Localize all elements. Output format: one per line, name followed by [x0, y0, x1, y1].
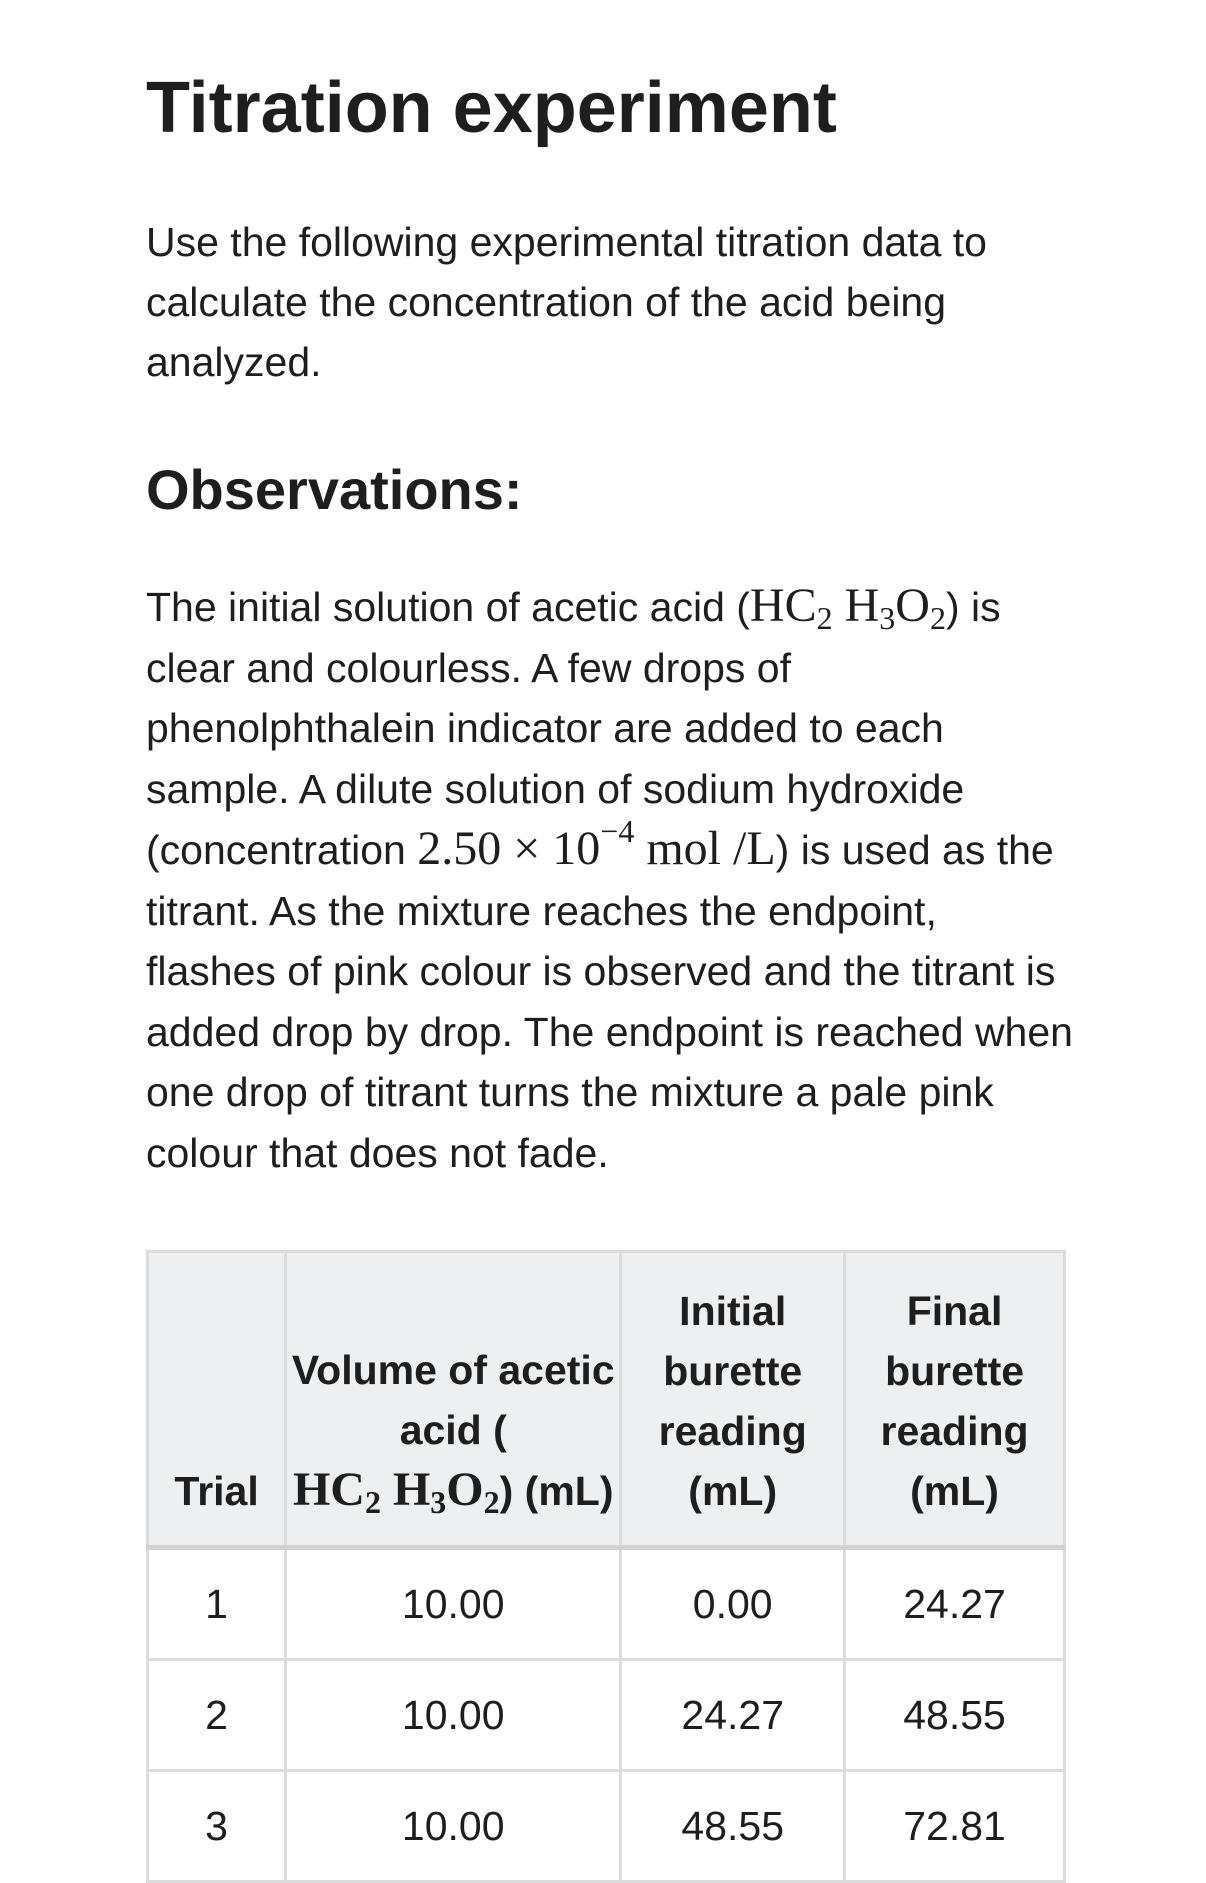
observations-paragraph [146, 576, 1076, 1183]
naoh-concentration: $2.50 \times 10^{-4}$ mol /L [417, 813, 776, 875]
table-row [148, 1660, 1065, 1771]
header-initial-reading: Initial burette reading (mL) [621, 1252, 845, 1548]
table-header-row [148, 1252, 1065, 1548]
header-final-reading: Final burette reading (mL) [845, 1252, 1065, 1548]
obs-text-1: The initial solution of acetic acid ( [146, 584, 750, 630]
obs-text-2: is clear and colourless. A few drops of phenolphthalein indicator are added to each sample. A dilute solution of sodium hydroxide (concentration [146, 584, 1001, 873]
cell-trial: 3 [148, 1771, 286, 1882]
cell-final: 72.81 [845, 1771, 1065, 1882]
titration-data-table [146, 1250, 1066, 1883]
observations-heading: Observations: [146, 458, 523, 521]
obs-text-3: ) is used as the titrant. As the mixture reaches the endpoint, flashes of pink colour is observed and the titrant is added drop by drop. The endpoint is reached when one drop of titrant turns the mixture a pale pink colour that does not fade. [146, 827, 1073, 1176]
obs-formula-close: ) [945, 584, 960, 630]
intro-paragraph: Use the following experimental titration data to calculate the concentration of the acid being analyzed. [146, 219, 987, 385]
header-formula: $HC_2$ $H_3O_2$ [292, 1463, 500, 1520]
cell-initial: 48.55 [621, 1771, 845, 1882]
cell-initial: 0.00 [621, 1548, 845, 1660]
acetic-acid-formula: $HC_2$ $H_3O_2$ [749, 579, 946, 636]
header-trial: Trial [148, 1252, 286, 1548]
cell-initial: 24.27 [621, 1660, 845, 1771]
cell-volume: 10.00 [286, 1660, 621, 1771]
cell-trial: 1 [148, 1548, 286, 1660]
header-volume: Volume of acetic acid ( $HC_2$ $H_3O_2$) (mL) [286, 1252, 621, 1548]
table-row [148, 1771, 1065, 1882]
table-row [148, 1548, 1065, 1660]
cell-volume: 10.00 [286, 1771, 621, 1882]
cell-trial: 2 [148, 1660, 286, 1771]
cell-final: 24.27 [845, 1548, 1065, 1660]
cell-final: 48.55 [845, 1660, 1065, 1771]
page-title: Titration experiment [146, 68, 837, 148]
cell-volume: 10.00 [286, 1548, 621, 1660]
